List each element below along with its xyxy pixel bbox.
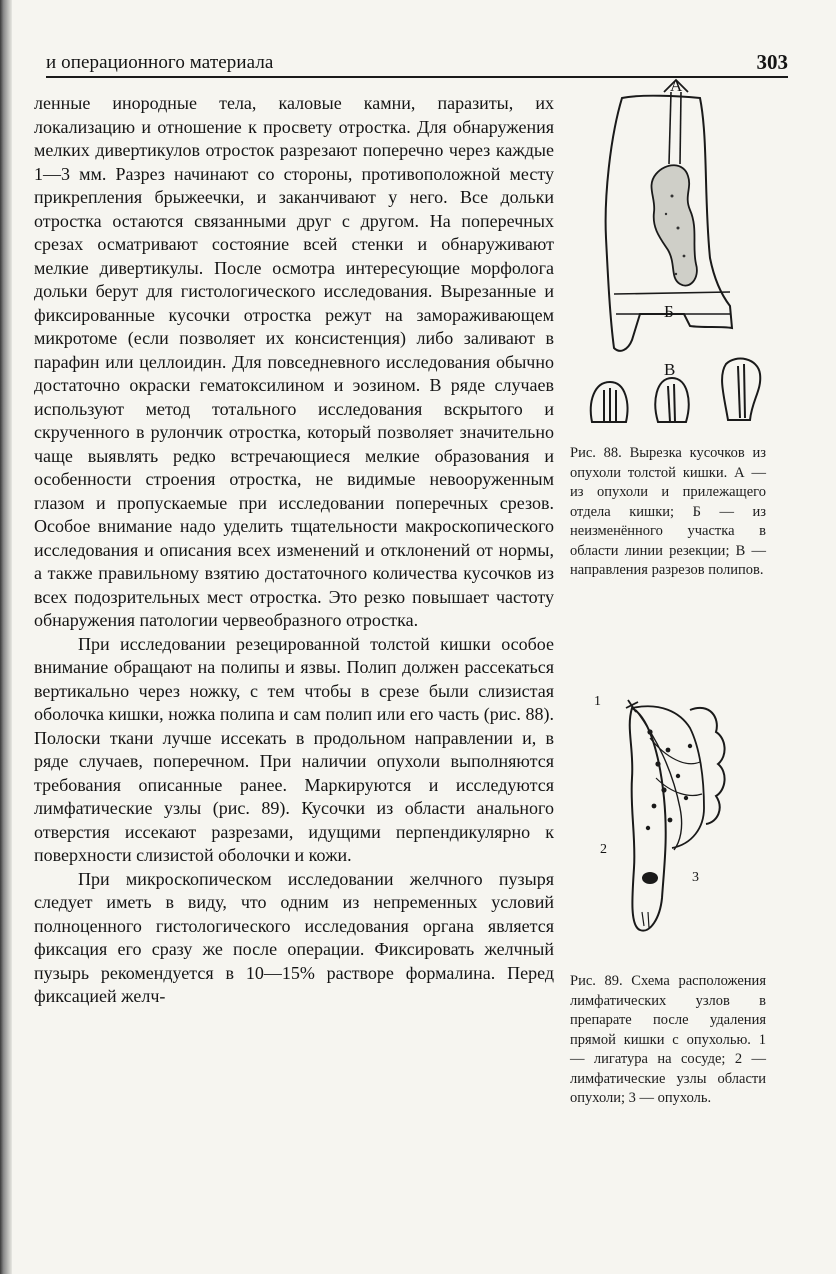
figure-89-label-3: 3 [692, 870, 699, 885]
cut-strip-a-right [680, 92, 681, 164]
bowel-loops [690, 708, 725, 824]
paragraph-colon-examination: При исследовании резецированной толстой кишки особое внимание обращают на полипы и язвы. Полип должен рассекаться вертикально через ножку, с тем чтобы в срезе были слизистая оболочка кишки, ножка полипа и сам полип или его часть (рис. 88). Полоски ткани лучше иссекать в продольном направлении и, в ряде случаев, поперечном. При наличии опухоли выполняются требования описанные ранее. Маркируются и исследуются лимфатические узлы (рис. 89). Кусочки из области анального отверстия иссекают разрезами, идущими перпендикулярно к поверхности слизистой оболочки и кожи. [34, 633, 554, 865]
figure-89-label-1: 1 [594, 694, 601, 709]
cut-strip-a-left [669, 92, 671, 164]
lymph-nodes [646, 729, 692, 830]
figure-89-caption: Рис. 89. Схема расположения лимфатических узлов в препарате после удаления прямой кишки с опухолью. 1 — лигатура на сосуде; 2 — лимфатические узлы области опухоли; 3 — опухоль. [570, 973, 766, 1106]
figure-88-drawing [580, 78, 780, 438]
figure-88-label-v: В [664, 360, 676, 379]
figure-88-label-a: А [670, 76, 683, 95]
tumor-shape [651, 165, 696, 285]
cut-strip-b-top [614, 292, 730, 294]
rectal-tumor [642, 872, 658, 884]
polyp-cut-1 [591, 382, 628, 422]
figure-88-caption: Рис. 88. Вырезка кусочков из опухоли толстой кишки. А — из опухоли и прилежащего отдела кишки; Б — из неизменённого участка в области линии резекции; В — направления разрезов полипов. [570, 445, 766, 578]
paragraph-appendix-examination: ленные инородные тела, каловые камни, паразиты, их локализацию и отношение к просвету отростка. Для обнаружения мелких дивертикулов отросток разрезают поперечно через каждые 1—3 мм. Разрез начинают со стороны, противоположной месту прикрепления брыжеечки, и заканчивают у него. Все дольки отростка остаются связанными друг с другом. На поперечных срезах осматривают состояние всей стенки и обнаруживают мелкие дивертикулы. После осмотра интересующие морфолога дольки берут для гистологического исследования. Вырезанные и фиксированные кусочки отростка режут на замораживающем микротоме (если позволяет их консистенция) либо заливают в парафин или целлоидин. Для повседневного исследования обычно достаточно окраски гематоксилином и эозином. В ряде случаев используют метод тотального исследования вскрытого и скрученного в рулончик отростка, который позволяет значительно чаще выявлять редко встречающиеся мелкие образования и особенности строения отростка, не видимые невооруженным глазом и пропускаемые при исследовании поперечных срезов. Особое внимание надо уделить тщательности макроскопического исследования и описания всех изменений и отклонений от нормы, а также правильному взятию достаточного количества кусочков из всех подозрительных мест отростка. Это резко повышает частоту обнаружения патологии червеобразного отростка. [34, 93, 554, 630]
polyp-cut-3 [722, 359, 760, 420]
running-header [46, 50, 788, 78]
polyp-cut-2 [655, 378, 688, 422]
figure-88-label-b: Б [664, 302, 674, 321]
page-binding-shadow [0, 0, 12, 1274]
figure-89 [590, 692, 830, 962]
figure-88 [560, 78, 830, 438]
paragraph-gallbladder-examination: При микроскопическом исследовании желчного пузыря следует иметь в виду, что одним из непременных условий полноценного гистологического исследования органа является фиксация его сразу же после операции. Фиксировать желчный пузырь рекомендуется в 10—15% растворе формалина. Перед фиксацией желч- [34, 868, 554, 1006]
figure-89-drawing [620, 698, 780, 948]
main-text-column [34, 92, 554, 1009]
running-title: и операционного материала [46, 52, 274, 73]
mesentery-outline [632, 706, 704, 848]
figure-89-label-2: 2 [600, 842, 607, 857]
rectum-outline [630, 708, 666, 931]
page-number: 303 [756, 50, 788, 74]
